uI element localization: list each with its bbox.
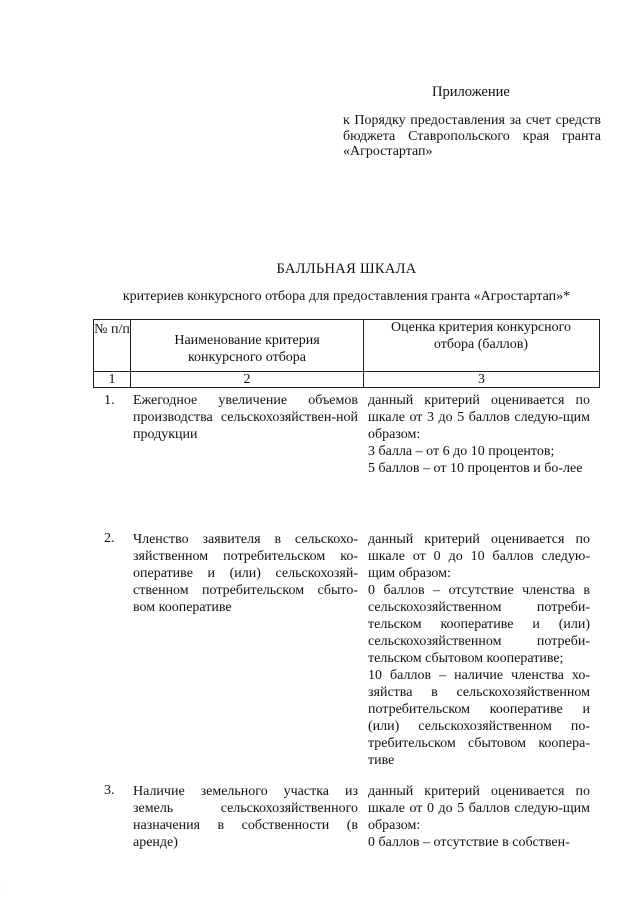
header-number: № п/п: [94, 322, 130, 337]
scoring-description: [368, 531, 590, 769]
criterion-text: Ежегодное увеличение объемов производства сельскохозяйствен-ной продукции: [133, 393, 358, 442]
column-number-2: 2: [243, 372, 251, 387]
column-number-3: 3: [478, 372, 485, 387]
column-number-1: 1: [108, 372, 116, 387]
document-subtitle: критериев конкурсного отбора для предоставления гранта «Агростартап»*: [122, 289, 571, 304]
scoring-description: [368, 783, 590, 851]
document-title: БАЛЛЬНАЯ ШКАЛА: [276, 261, 417, 277]
appendix-reference: к Порядку предоставления за счет средств бюджета Ставропольского края гранта «Агростартап»: [343, 113, 601, 159]
scoring-description: [368, 392, 590, 477]
scan-speck: ·: [6, 884, 9, 893]
scoring-line: 10 баллов – наличие членства хо-зяйства в сельскохозяйственном потребительском кооперативе и (или) сельскохозяйственном по-требительском сбытовом коопера-тиве: [368, 668, 590, 768]
scoring-line: данный критерий оценивается по шкале от 0 до 10 баллов следую-щим образом:: [368, 532, 590, 581]
scoring-line: данный критерий оценивается по шкале от 3 до 5 баллов следую-щим образом:: [368, 393, 590, 442]
row-number: 2.: [104, 531, 115, 546]
scoring-line: данный критерий оценивается по шкале от 0 до 5 баллов следую-щим образом:: [368, 784, 590, 833]
criterion-text: Членство заявителя в сельскохо-зяйственном потребительском ко-оперативе и (или) сельскохозяй-ственном потребительском сбыто-вом кооперативе: [133, 532, 358, 615]
scoring-line: 5 баллов – от 10 процентов и бо-лее: [368, 461, 583, 476]
scoring-line: 0 баллов – отсутствие членства в сельскохозяйственном потреби-тельском кооперативе и (или) сельскохозяйственном потреби-тельском сбытовом кооперативе;: [368, 583, 590, 666]
header-score: Оценка критерия конкурсного отбора (баллов): [391, 320, 571, 352]
header-criterion-name: Наименование критерия конкурсного отбора: [174, 333, 320, 365]
scoring-line: 3 балла – от 6 до 10 процентов;: [368, 444, 555, 459]
row-number: 3.: [104, 783, 115, 798]
scoring-line: 0 баллов – отсутствие в собствен-: [368, 835, 570, 850]
appendix-title: Приложение: [432, 84, 510, 100]
criterion-text: Наличие земельного участка из земель сельскохозяйственного назначения в собственности (в аренде): [133, 784, 358, 850]
row-number: 1.: [104, 393, 115, 408]
